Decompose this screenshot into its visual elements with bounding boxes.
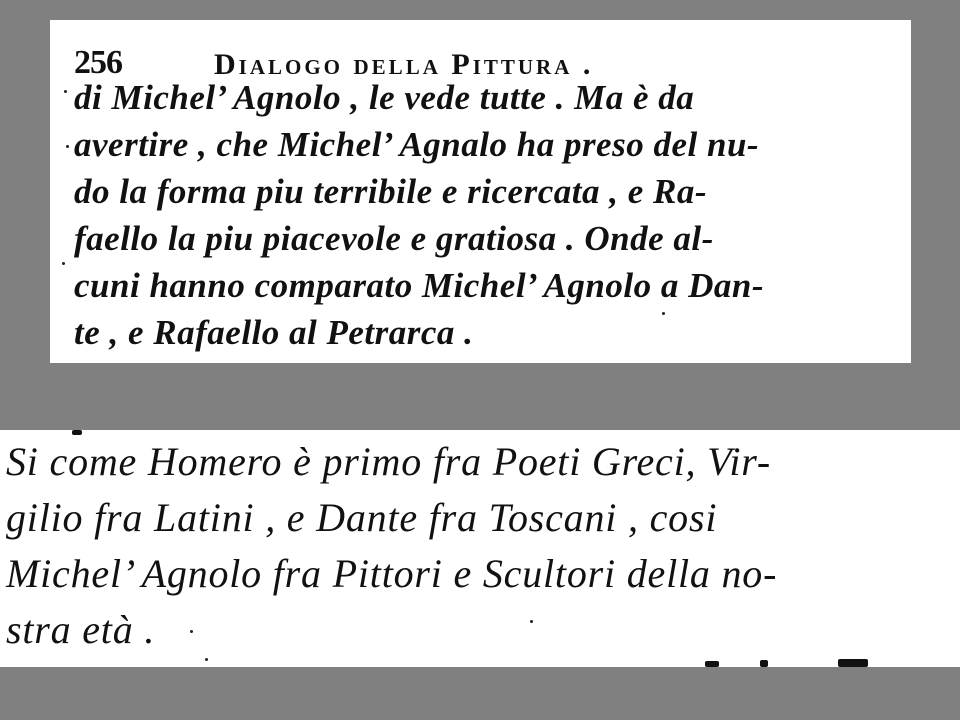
text-line: stra età . [6, 607, 156, 652]
ink-speck [66, 145, 69, 148]
top-page-scan [50, 20, 911, 363]
cropped-glyph-fragment [72, 430, 82, 435]
text-line: Michel’ Agnolo fra Pittori e Scultori della no- [6, 551, 778, 596]
text-line: di Michel’ Agnolo , le vede tutte . Ma è da [74, 78, 695, 117]
ink-speck [62, 262, 65, 265]
cropped-glyph-fragment [760, 660, 768, 667]
ink-speck [190, 630, 193, 633]
ink-speck [205, 658, 208, 661]
ink-speck [530, 620, 533, 623]
text-line: gilio fra Latini , e Dante fra Toscani , cosi [6, 495, 718, 540]
bottom-page-scan [0, 430, 960, 667]
ink-speck [64, 90, 67, 93]
cropped-glyph-fragment [705, 661, 719, 667]
page-heading: Dialogo della Pittura . [214, 48, 594, 81]
cropped-glyph-fragment [838, 659, 868, 667]
text-line: avertire , che Michel’ Agnalo ha preso del nu- [74, 125, 760, 164]
text-line: faello la piu piacevole e gratiosa . Onde al- [74, 219, 714, 258]
text-line: te , e Rafaello al Petrarca . [74, 313, 474, 352]
ink-speck [662, 312, 665, 315]
page-number: 256 [74, 44, 122, 81]
text-line: do la forma piu terribile e ricercata , e Ra- [74, 172, 707, 211]
text-line: Si come Homero è primo fra Poeti Greci, Vir- [6, 439, 771, 484]
text-line: cuni hanno comparato Michel’ Agnolo a Dan- [74, 266, 764, 305]
